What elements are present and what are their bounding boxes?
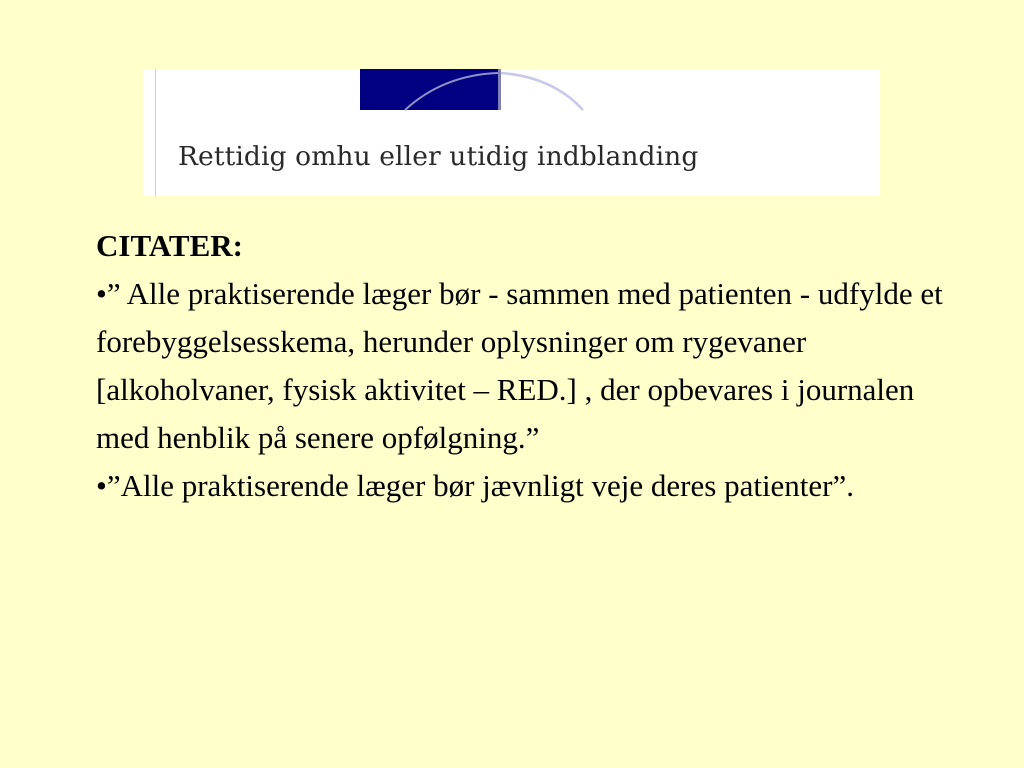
banner-logo-graphic [143, 69, 880, 196]
banner-arc-light [501, 73, 583, 110]
citations-heading: CITATER: [96, 228, 243, 263]
citations-section [96, 222, 966, 510]
quote-item: •”Alle praktiserende læger bør jævnligt veje deres patienter”. [96, 468, 855, 503]
header-banner [143, 69, 880, 196]
quote-item: •” Alle praktiserende læger bør - sammen med patienten - udfylde et forebyggelsesskema, herunder oplysninger om rygevaner [alkoholvaner, fysisk aktivitet – RED.] , der opbevares i journalen med henblik på senere opfølgning.” [96, 276, 943, 455]
banner-title: Rettidig omhu eller utidig indblanding [178, 141, 699, 172]
banner-block-edge [498, 69, 501, 110]
